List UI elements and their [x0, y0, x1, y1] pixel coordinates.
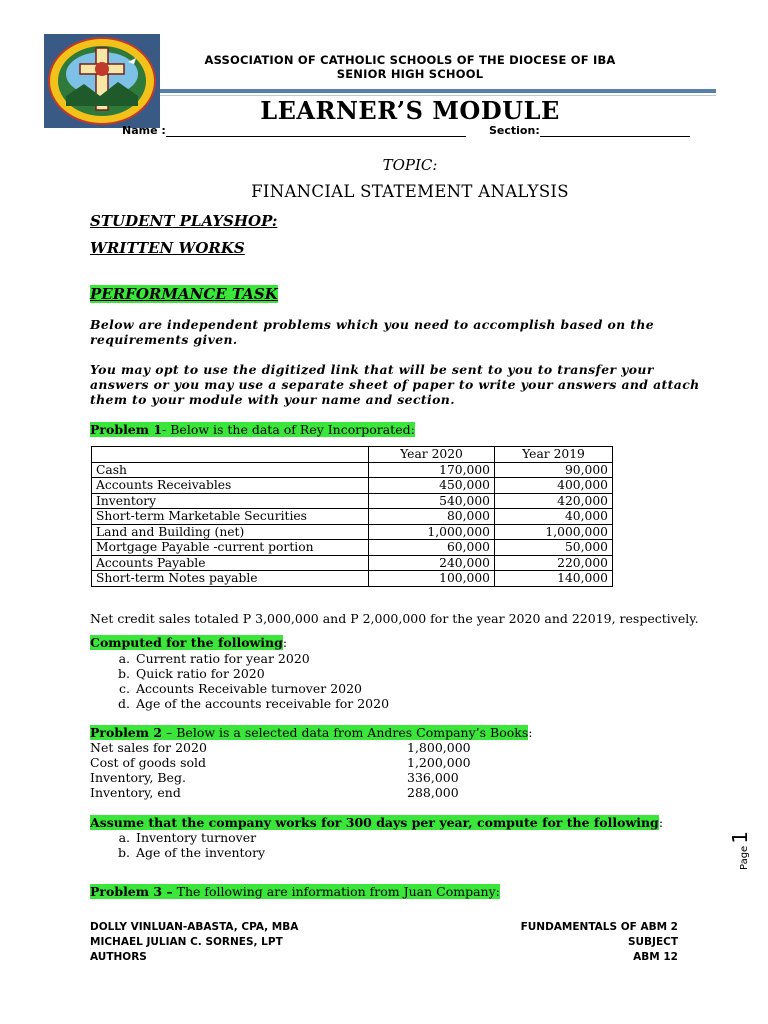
problem2-heading: [90, 725, 532, 740]
row-label: Mortgage Payable -current portion: [92, 540, 369, 556]
compute-heading: [90, 635, 287, 650]
grade-level: ABM 12: [633, 951, 678, 963]
problem1-task-list: [108, 651, 389, 711]
data-value: 288,000: [407, 785, 459, 800]
value-2019: 90,000: [495, 462, 613, 478]
row-label: Cash: [92, 462, 369, 478]
data-label: Inventory, end: [90, 785, 181, 800]
list-item: [108, 651, 389, 666]
item-marker: a.: [118, 830, 130, 845]
section-field[interactable]: [489, 124, 690, 137]
school-logo: [44, 34, 160, 128]
page-label: Page: [739, 845, 750, 870]
problem3-label: Problem 3 –: [90, 884, 173, 899]
data-label: Cost of goods sold: [90, 755, 207, 770]
data-row: [90, 755, 471, 770]
row-label: Accounts Receivables: [92, 478, 369, 494]
section-blank[interactable]: [540, 126, 690, 137]
item-text: Quick ratio for 2020: [136, 666, 265, 681]
value-2020: 60,000: [369, 540, 495, 556]
problem3-heading: [90, 884, 500, 899]
data-row: [90, 770, 459, 785]
footer-authors: [90, 920, 298, 965]
item-text: Age of the accounts receivable for 2020: [136, 696, 390, 711]
table-header-cell: [92, 447, 369, 463]
problem2-suffix: :: [528, 725, 533, 740]
data-row: [90, 785, 459, 800]
value-2019: 420,000: [495, 493, 613, 509]
name-blank[interactable]: [166, 126, 466, 137]
value-2019: 220,000: [495, 555, 613, 571]
list-item: [108, 681, 389, 696]
problem2-label: Problem 2: [90, 725, 163, 740]
topic-label: TOPIC:: [382, 156, 438, 174]
problem2-text: – Below is a selected data from Andres Company’s Books: [162, 725, 529, 740]
compute-label: Computed for the following: [90, 635, 283, 650]
table-row: [92, 555, 613, 571]
assume-text: Assume that the company works for 300 days per year, compute for the following: [90, 815, 659, 830]
value-2019: 140,000: [495, 571, 613, 587]
assume-suffix: :: [658, 815, 664, 830]
value-2020: 1,000,000: [369, 524, 495, 540]
intro-paragraph-1: Below are independent problems which you need to accomplish based on the requirements given.: [90, 317, 655, 347]
value-2020: 540,000: [369, 493, 495, 509]
row-label: Short-term Marketable Securities: [92, 509, 369, 525]
value-2020: 170,000: [369, 462, 495, 478]
table-header-cell: Year 2020: [369, 447, 495, 463]
author-2: MICHAEL JULIAN C. SORNES, LPT: [90, 936, 283, 948]
name-field[interactable]: [122, 124, 466, 137]
problem3-text: The following are information from Juan Company:: [172, 884, 500, 899]
intro-paragraph-2: You may opt to use the digitized link that will be sent to you to transfer your answers or you may use a separate sheet of paper to write your answers and attach them to your module with your name and section.: [90, 362, 700, 407]
value-2020: 450,000: [369, 478, 495, 494]
data-value: 1,200,000: [407, 755, 471, 770]
item-marker: a.: [118, 651, 130, 666]
table-row: [92, 509, 613, 525]
problem2-task-list: [108, 830, 265, 860]
value-2020: 100,000: [369, 571, 495, 587]
performance-task-heading: PERFORMANCE TASK: [90, 285, 278, 303]
value-2019: 40,000: [495, 509, 613, 525]
written-works-heading: WRITTEN WORKS: [90, 239, 245, 257]
footer-subject: [478, 920, 678, 965]
item-text: Accounts Receivable turnover 2020: [136, 681, 363, 696]
item-text: Current ratio for year 2020: [136, 651, 310, 666]
data-value: 1,800,000: [407, 740, 471, 755]
author-1: DOLLY VINLUAN-ABASTA, CPA, MBA: [90, 921, 299, 933]
list-item: [108, 666, 389, 681]
compute-suffix: :: [282, 635, 288, 650]
row-label: Land and Building (net): [92, 524, 369, 540]
item-marker: d.: [118, 696, 130, 711]
row-label: Short-term Notes payable: [92, 571, 369, 587]
page-indicator: [728, 831, 752, 870]
table-row: [92, 462, 613, 478]
table-row: [92, 478, 613, 494]
table-header-cell: Year 2019: [495, 447, 613, 463]
header-rule: [160, 89, 716, 93]
value-2020: 240,000: [369, 555, 495, 571]
data-row: [90, 740, 471, 755]
module-title: LEARNER’S MODULE: [260, 96, 560, 125]
value-2019: 50,000: [495, 540, 613, 556]
row-label: Accounts Payable: [92, 555, 369, 571]
org-name: ASSOCIATION OF CATHOLIC SCHOOLS OF THE DIOCESE OF IBA: [204, 53, 616, 67]
problem1-text: - Below is the data of Rey Incorporated:: [162, 422, 415, 437]
value-2020: 80,000: [369, 509, 495, 525]
value-2019: 1,000,000: [495, 524, 613, 540]
data-value: 336,000: [407, 770, 459, 785]
item-marker: b.: [118, 666, 130, 681]
page-number: 1: [728, 831, 752, 844]
org-subtitle: SENIOR HIGH SCHOOL: [336, 67, 484, 81]
student-playshop-heading: STUDENT PLAYSHOP:: [90, 212, 278, 230]
subject-title: FINANCIAL STATEMENT ANALYSIS: [251, 182, 569, 201]
item-text: Age of the inventory: [136, 845, 266, 860]
assume-heading: [90, 815, 663, 830]
value-2019: 400,000: [495, 478, 613, 494]
rey-data-table: [91, 446, 613, 587]
net-credit-sales-note: Net credit sales totaled P 3,000,000 and P 2,000,000 for the year 2020 and 22019, respectively.: [90, 611, 699, 626]
table-header-row: [92, 447, 613, 463]
table-row: [92, 540, 613, 556]
row-label: Inventory: [92, 493, 369, 509]
item-marker: c.: [119, 681, 130, 696]
subject-label: SUBJECT: [627, 936, 678, 948]
subject-name: FUNDAMENTALS OF ABM 2: [520, 921, 678, 933]
problem1-heading: [90, 422, 415, 437]
section-label: Section:: [489, 124, 540, 137]
data-label: Net sales for 2020: [90, 740, 207, 755]
data-label: Inventory, Beg.: [90, 770, 186, 785]
problem1-label: Problem 1: [90, 422, 163, 437]
table-row: [92, 571, 613, 587]
list-item: [108, 830, 265, 845]
list-item: [108, 696, 389, 711]
table-row: [92, 493, 613, 509]
name-label: Name :: [122, 124, 166, 137]
item-text: Inventory turnover: [136, 830, 257, 845]
list-item: [108, 845, 265, 860]
table-row: [92, 524, 613, 540]
item-marker: b.: [118, 845, 130, 860]
authors-label: AUTHORS: [90, 951, 147, 963]
